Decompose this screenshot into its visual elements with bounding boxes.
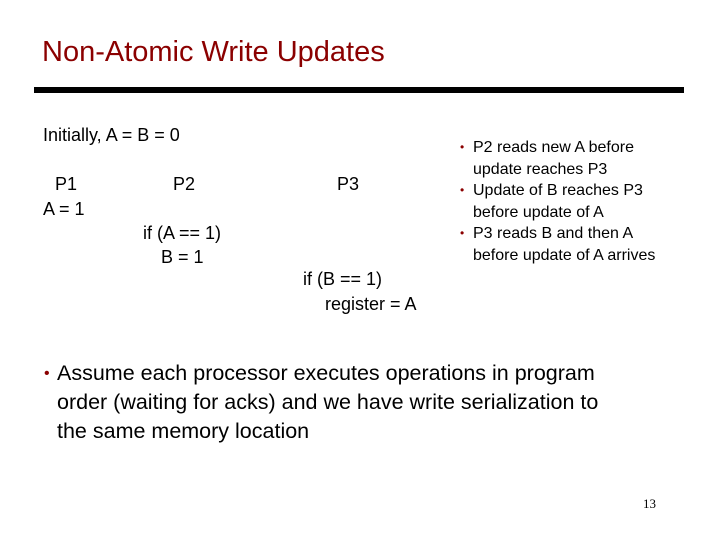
bullet-dot-icon: •	[44, 365, 50, 382]
side-bullet-item	[454, 223, 655, 266]
side-bullet-text: P3 reads B and then A before update of A arrives	[473, 225, 656, 264]
page-number: 13	[643, 496, 656, 511]
p3-code-line-1: if (B == 1)	[303, 269, 383, 289]
bullet-dot-icon: •	[460, 183, 465, 198]
p2-code-line-2: B = 1	[161, 247, 204, 267]
initial-condition: Initially, A = B = 0	[43, 125, 180, 145]
p2-code-line-1: if (A == 1)	[143, 223, 222, 243]
slide-title: Non-Atomic Write Updates	[42, 36, 385, 68]
p2-label: P2	[173, 174, 196, 194]
side-bullet-text: P2 reads new A before update reaches P3	[473, 139, 634, 178]
p1-label: P1	[55, 174, 78, 194]
p3-code-line-2: register = A	[325, 294, 417, 314]
main-bullet	[44, 359, 684, 446]
side-bullet-item	[454, 137, 655, 180]
title-divider	[34, 87, 684, 93]
side-bullet-item	[454, 180, 655, 223]
bullet-dot-icon: •	[460, 140, 465, 154]
main-bullet-text: Assume each processor executes operations in program order (waiting for acks) and we have write serialization to the same memory location	[57, 361, 599, 443]
p3-label: P3	[337, 174, 360, 194]
bullet-dot-icon: •	[460, 226, 465, 241]
p1-code: A = 1	[43, 199, 85, 219]
side-bullet-text: Update of B reaches P3 before update of A	[473, 182, 643, 221]
side-bullet-list	[454, 137, 655, 267]
